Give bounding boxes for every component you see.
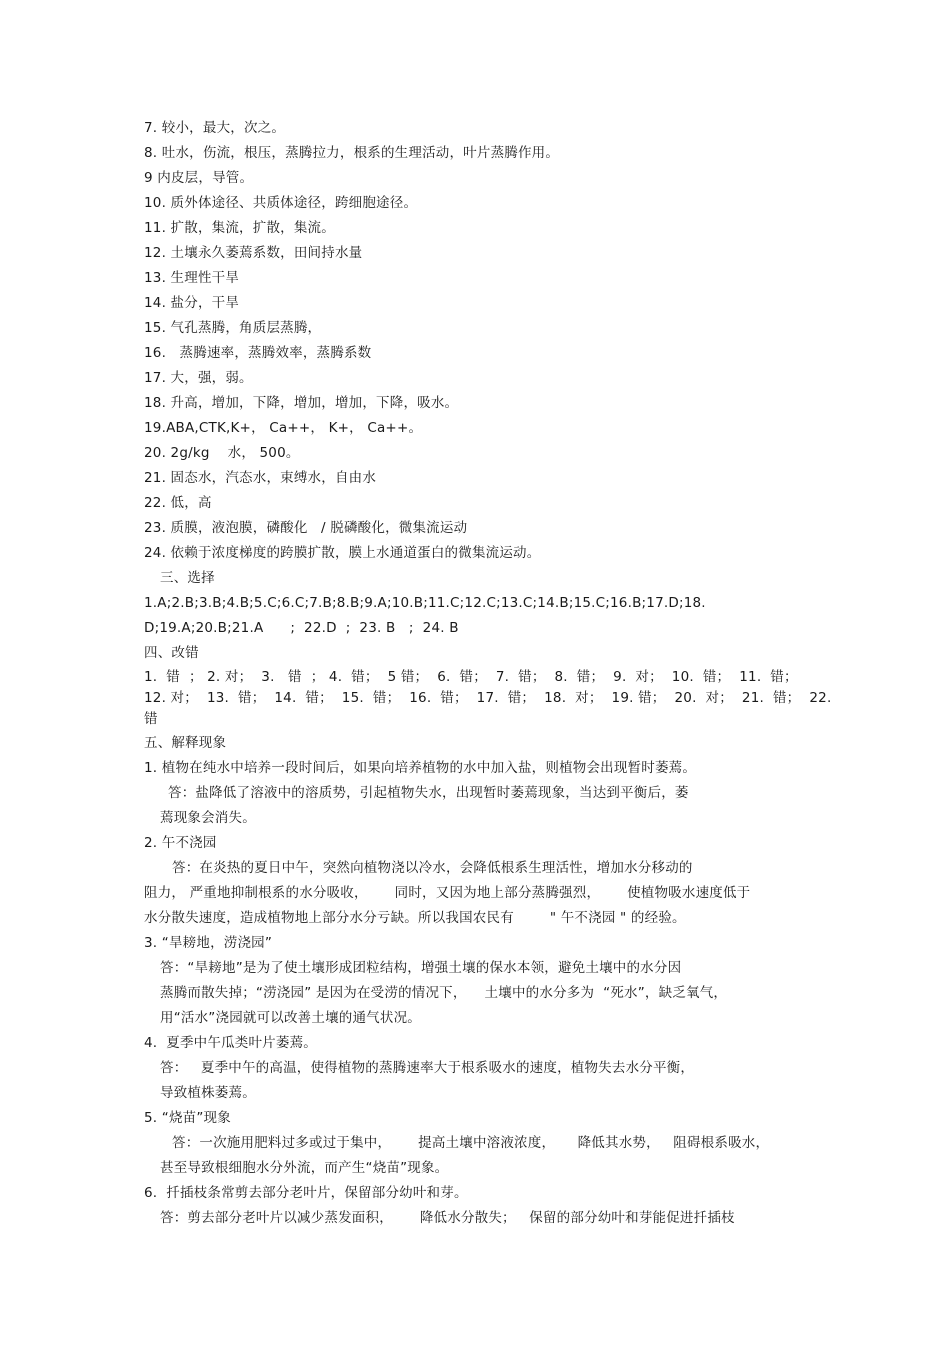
answer-5-line-2: 甚至导致根细胞水分外流，而产生“烧苗”现象。 [160,1160,449,1176]
answer-line-22: 22. 低，高 [144,495,212,511]
answer-line-19: 19.ABA,CTK,K+， Ca++， K+， Ca++。 [144,420,423,436]
question-4: 4. 夏季中午瓜类叶片萎蔫。 [144,1035,317,1051]
answer-5-line-1: 答：一次施用肥料过多或过于集中， 提高土壤中溶液浓度， 降低其水势， 阻碍根系吸水， [172,1135,770,1151]
question-6: 6. 扦插枝条常剪去部分老叶片，保留部分幼叶和芽。 [144,1185,468,1201]
answer-line-14: 14. 盐分，干旱 [144,295,240,311]
answer-line-20: 20. 2g/kg 水， 500。 [144,445,300,461]
choice-answers-line-1: 1.A;2.B;3.B;4.B;5.C;6.C;7.B;8.B;9.A;10.B;11.C;12.C;13.C;14.B;15.C;16.B;17.D;18. [144,595,706,611]
answer-4-line-2: 导致植株萎蔫。 [160,1085,256,1101]
answer-1-line-1: 答：盐降低了溶液中的溶质势，引起植物失水，出现暂时萎蔫现象，当达到平衡后，萎 [168,785,689,801]
question-3: 3. “旱耪地，涝浇园” [144,935,273,951]
question-2: 2. 午不浇园 [144,835,217,851]
answer-line-13: 13. 生理性干旱 [144,270,240,286]
answer-line-11: 11. 扩散，集流，扩散，集流。 [144,220,335,236]
answer-line-15: 15. 气孔蒸腾，角质层蒸腾， [144,320,322,336]
answer-line-12: 12. 土壤永久萎蔫系数，田间持水量 [144,245,363,261]
answer-line-24: 24. 依赖于浓度梯度的跨膜扩散，膜上水通道蛋白的微集流运动。 [144,545,541,561]
answer-4-line-1: 答： 夏季中午的高温，使得植物的蒸腾速率大于根系吸水的速度，植物失去水分平衡， [160,1060,695,1076]
answer-3-line-2: 蒸腾而散失掉；“涝浇园” 是因为在受涝的情况下， 土壤中的水分多为 “死水”，缺乏氧气， [160,985,728,1001]
answer-line-10: 10. 质外体途径、共质体途径，跨细胞途径。 [144,195,418,211]
correction-answers-line-3: 错 [144,711,158,727]
answer-3-line-3: 用“活水”浇园就可以改善土壤的通气状况。 [160,1010,421,1026]
answer-2-line-1: 答：在炎热的夏日中午，突然向植物浇以冷水，会降低根系生理活性，增加水分移动的 [172,860,693,876]
answer-line-9: 9 内皮层，导管。 [144,170,254,186]
section-heading-choice: 三、选择 [160,570,215,586]
correction-answers-line-1: 1. 错 ； 2. 对； 3. 错 ； 4. 错； 5 错； 6. 错； 7. 错； 8. 错； 9. 对； 10. 错； 11. 错； [144,669,798,685]
section-heading-correction: 四、改错 [144,645,199,661]
answer-2-line-3: 水分散失速度，造成植物地上部分水分亏缺。所以我国农民有 " 午不浇园 " 的经验。 [144,910,686,926]
correction-answers-line-2: 12. 对； 13. 错； 14. 错； 15. 错； 16. 错； 17. 错； 18. 对； 19. 错； 20. 对； 21. 错； 22. [144,690,832,706]
answer-line-7: 7. 较小，最大，次之。 [144,120,286,136]
answer-line-8: 8. 吐水，伤流，根压，蒸腾拉力，根系的生理活动，叶片蒸腾作用。 [144,145,560,161]
question-5: 5. “烧苗”现象 [144,1110,231,1126]
section-heading-explanation: 五、解释现象 [144,735,227,751]
answer-line-18: 18. 升高，增加，下降，增加，增加，下降，吸水。 [144,395,459,411]
answer-3-line-1: 答：“旱耪地”是为了使土壤形成团粒结构，增强土壤的保水本领，避免土壤中的水分因 [160,960,682,976]
answer-line-16: 16. 蒸腾速率，蒸腾效率，蒸腾系数 [144,345,372,361]
answer-line-17: 17. 大，强，弱。 [144,370,253,386]
choice-answers-line-2: D;19.A;20.B;21.A ; 22.D ; 23. B ; 24. B [144,620,459,636]
question-1: 1. 植物在纯水中培养一段时间后，如果向培养植物的水中加入盐，则植物会出现暂时萎蔫。 [144,760,697,776]
answer-line-23: 23. 质膜，液泡膜，磷酸化 / 脱磷酸化，微集流运动 [144,520,468,536]
answer-1-line-2: 蔫现象会消失。 [160,810,256,826]
answer-line-21: 21. 固态水，汽态水，束缚水，自由水 [144,470,377,486]
answer-2-line-2: 阻力， 严重地抑制根系的水分吸收， 同时，又因为地上部分蒸腾强烈， 使植物吸水速度低于 [144,885,751,901]
answer-6-line-1: 答：剪去部分老叶片以减少蒸发面积， 降低水分散失； 保留的部分幼叶和芽能促进扦插枝 [160,1210,735,1226]
